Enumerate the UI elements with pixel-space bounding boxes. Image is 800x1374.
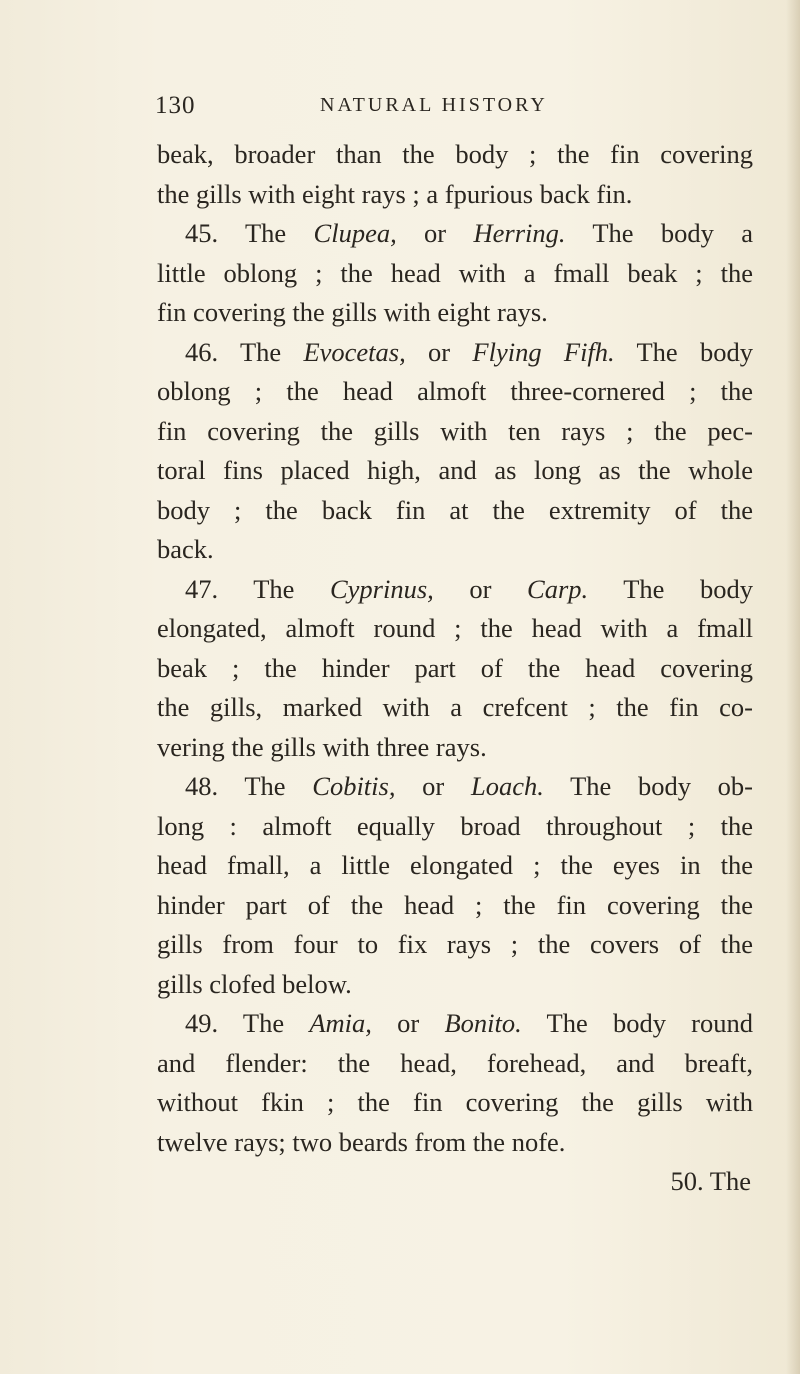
catchword: 50. The xyxy=(670,1166,751,1196)
text-line: fin covering the gills with eight rays. xyxy=(157,297,548,327)
text-line: toral fins placed high, and as long as the whole xyxy=(157,455,753,485)
running-head xyxy=(155,92,745,126)
entry-47-heading: 47. The Cyprinus, or Carp. The body xyxy=(185,573,753,604)
page-edge-shadow xyxy=(786,0,800,1374)
entry-45-heading: 45. The Clupea, or Herring. The body a xyxy=(185,218,754,248)
text-line: twelve rays; two beards from the nofe. xyxy=(157,1126,566,1157)
text-line: gills from four to fix rays ; the covers of the xyxy=(157,929,753,959)
entry-46-heading: 46. The Evocetas, or Flying Fifh. The body xyxy=(185,336,753,367)
text-line: hinder part of the head ; the fin covering the xyxy=(157,889,753,920)
text-line: and flender: the head, forehead, and breaft, xyxy=(157,1047,753,1078)
text-line: beak, broader than the body ; the fin covering xyxy=(157,139,753,169)
text-line: back. xyxy=(157,534,214,564)
text-line: without fkin ; the fin covering the gills with xyxy=(157,1087,753,1117)
text-line: long : almoft equally broad throughout ; the xyxy=(157,810,753,841)
running-title: NATURAL HISTORY xyxy=(320,94,548,116)
body-text xyxy=(157,135,753,1202)
text-line: the gills with eight rays ; a fpurious back fin. xyxy=(157,178,633,209)
text-line: the gills, marked with a crefcent ; the fin co- xyxy=(157,692,753,722)
page-number: 130 xyxy=(155,92,196,119)
text-line: oblong ; the head almoft three-cornered ; the xyxy=(157,376,753,406)
text-line: vering the gills with three rays. xyxy=(157,731,487,762)
text-line: body ; the back fin at the extremity of the xyxy=(157,494,753,525)
text-line: beak ; the hinder part of the head covering xyxy=(157,652,753,683)
text-line: fin covering the gills with ten rays ; the pec- xyxy=(157,415,753,446)
text-line: elongated, almoft round ; the head with a fmall xyxy=(157,613,753,643)
text-line: little oblong ; the head with a fmall beak ; the xyxy=(157,257,753,288)
entry-48-heading: 48. The Cobitis, or Loach. The body ob- xyxy=(185,771,754,801)
text-line: gills clofed below. xyxy=(157,968,352,999)
entry-49-heading: 49. The Amia, or Bonito. The body round xyxy=(185,1008,754,1038)
text-line: head fmall, a little elongated ; the eyes in the xyxy=(157,850,753,880)
